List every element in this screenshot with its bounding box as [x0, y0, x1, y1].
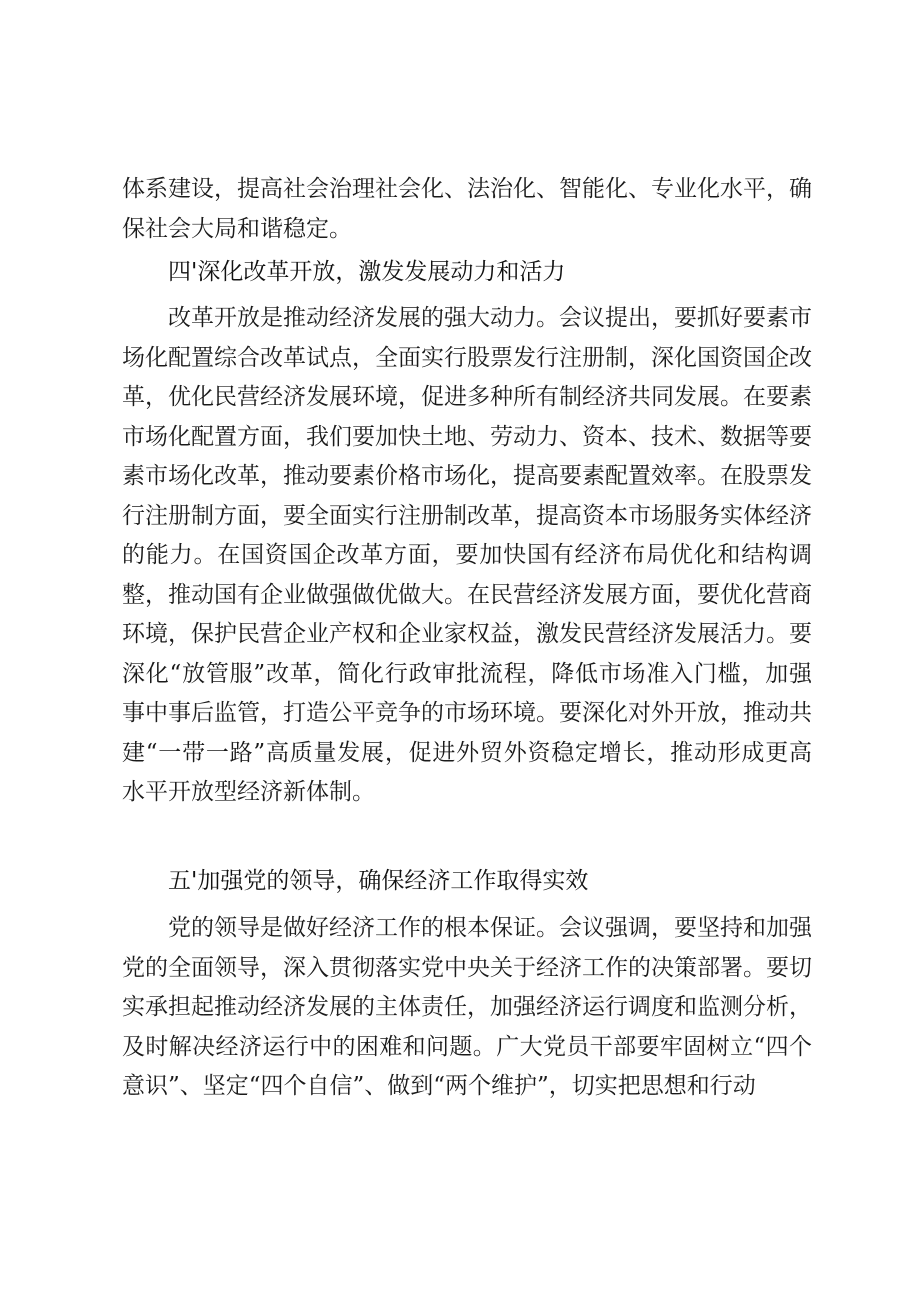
section-four-heading: 四'深化改革开放，激发发展动力和活力 — [168, 259, 566, 285]
section-five-heading: 五'加强党的领导，确保经济工作取得实效 — [168, 868, 589, 894]
section-five-paragraph: 党的领导是做好经济工作的根本保证。会议强调，要坚持和加强党的全面领导，深入贯彻落实党中央关于经济工作的决策部署。要切实承担起推动经济发展的主体责任，加强经济运行调度和监测分析，及时解决经济运行中的困难和问题。广大党员干部要牢固树立“四个意识”、坚定“四个自信”、做到“两个维护”，切实把思想和行动 — [122, 915, 812, 1099]
section-four-paragraph: 改革开放是推动经济发展的强大动力。会议提出，要抓好要素市场化配置综合改革试点，全面实行股票发行注册制，深化国资国企改革，优化民营经济发展环境，促进多种所有制经济共同发展。在要素市场化配置方面，我们要加快土地、劳动力、资本、技术、数据等要素市场化改革，推动要素价格市场化，提高要素配置效率。在股票发行注册制方面，要全面实行注册制改革，提高资本市场服务实体经济的能力。在国资国企改革方面，要加快国有经济布局优化和结构调整，推动国有企业做强做优做大。在民营经济发展方面，要优化营商环境，保护民营企业产权和企业家权益，激发民营经济发展活力。要深化“放管服”改革，简化行政审批流程，降低市场准入门槛，加强事中事后监管，打造公平竞争的市场环境。要深化对外开放，推动共建“一带一路”高质量发展，促进外贸外资稳定增长，推动形成更高水平开放型经济新体制。 — [122, 305, 812, 805]
continuation-paragraph: 体系建设，提高社会治理社会化、法治化、智能化、专业化水平，确保社会大局和谐稳定。 — [122, 176, 812, 242]
